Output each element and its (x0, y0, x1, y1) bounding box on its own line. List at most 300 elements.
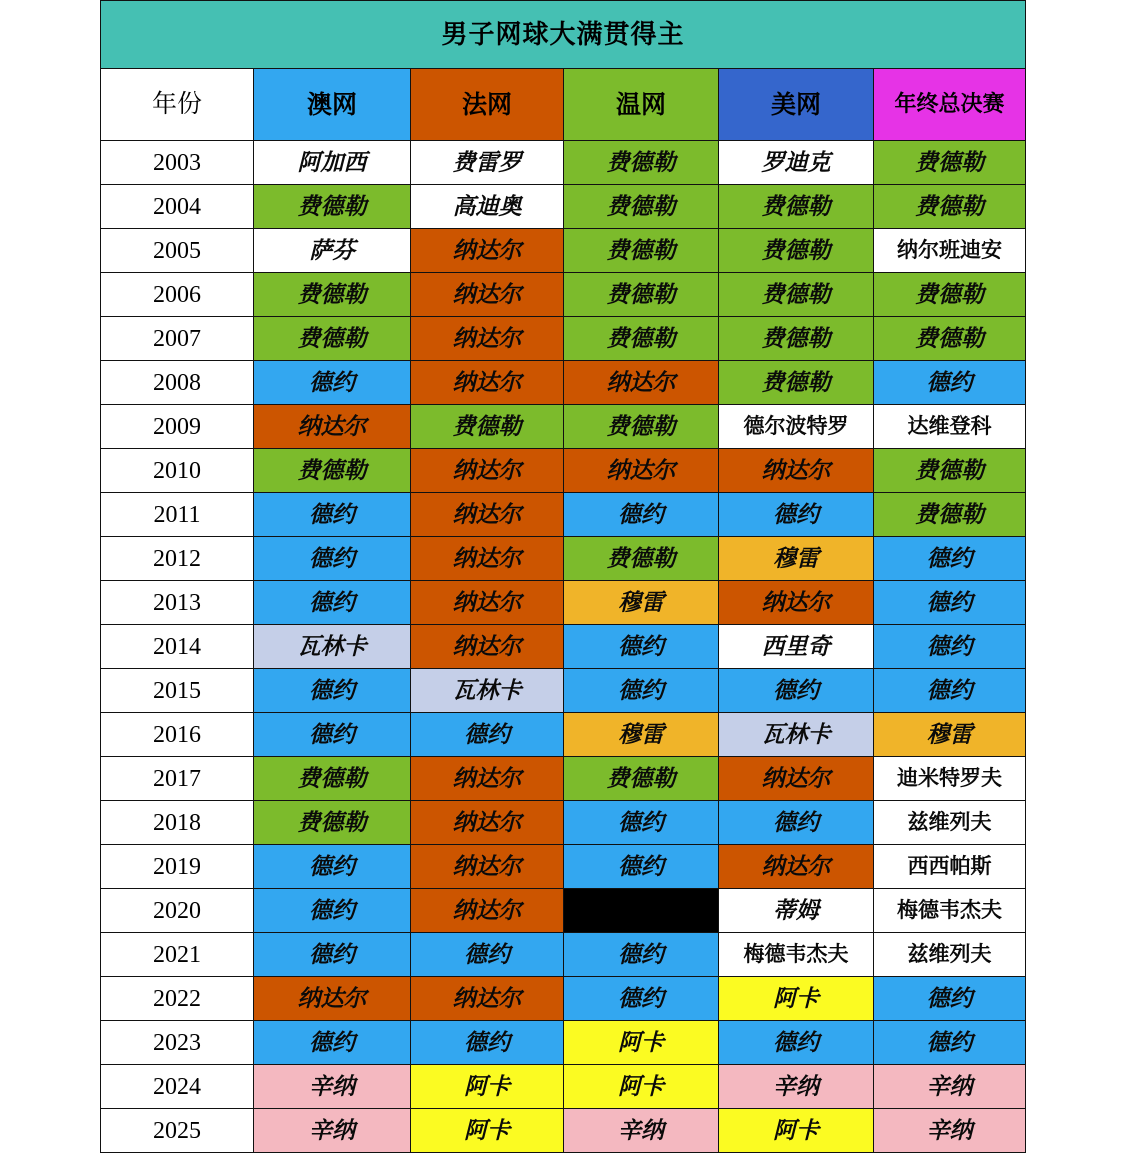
year-cell[interactable] (101, 317, 254, 361)
winner-label: 德约 (926, 588, 973, 616)
winner-label: 纳达尔 (452, 280, 522, 308)
year-label: 2019 (153, 853, 201, 880)
winner-label: 纳达尔 (452, 632, 522, 660)
winner-cell[interactable] (874, 625, 1026, 669)
winner-label: 纳达尔 (452, 852, 522, 880)
winner-label: 蒂姆 (773, 896, 819, 924)
year-label: 2025 (153, 1117, 201, 1144)
column-header-label: 法网 (461, 89, 512, 119)
winner-cell[interactable] (719, 801, 874, 845)
winner-label: 纳达尔 (452, 500, 522, 528)
winner-label: 梅德韦杰夫 (897, 897, 1003, 922)
winner-label: 费德勒 (606, 324, 676, 352)
winner-cell[interactable] (411, 1021, 564, 1065)
year-label: 2012 (153, 545, 201, 572)
winner-cell[interactable] (254, 845, 411, 889)
year-cell[interactable] (101, 581, 254, 625)
winner-cell[interactable] (254, 757, 411, 801)
year-label: 2021 (153, 941, 201, 968)
grand-slam-winners-table (100, 0, 1026, 1153)
year-cell[interactable] (101, 405, 254, 449)
winner-cell[interactable] (411, 933, 564, 977)
year-label: 2006 (153, 281, 201, 308)
winner-cell[interactable] (874, 537, 1026, 581)
winner-label: 达维登科 (907, 413, 992, 438)
winner-cell[interactable] (874, 713, 1026, 757)
winner-cell[interactable] (254, 625, 411, 669)
winner-label: 费德勒 (761, 280, 831, 308)
winner-label: 费德勒 (606, 544, 676, 572)
winner-cell[interactable] (719, 493, 874, 537)
winner-label: 费德勒 (761, 192, 831, 220)
year-cell[interactable] (101, 625, 254, 669)
winner-cell[interactable] (254, 889, 411, 933)
winner-cell-cancelled[interactable] (564, 889, 719, 933)
winner-cell[interactable] (254, 537, 411, 581)
year-label: 2022 (153, 985, 201, 1012)
winner-label: 德约 (464, 940, 510, 968)
winner-label: 德尔波特罗 (743, 413, 849, 438)
winner-label: 纳达尔 (761, 588, 831, 616)
winner-label: 费德勒 (606, 192, 676, 220)
winner-label: 德约 (309, 720, 355, 748)
winner-cell[interactable] (564, 317, 719, 361)
winner-cell[interactable] (411, 669, 564, 713)
winner-cell[interactable] (564, 1021, 719, 1065)
year-label: 2013 (153, 589, 201, 616)
table-row (101, 1065, 1026, 1109)
year-cell[interactable] (101, 185, 254, 229)
table-row (101, 1021, 1026, 1065)
winner-cell[interactable] (719, 1065, 874, 1109)
winner-cell[interactable] (564, 141, 719, 185)
winner-cell[interactable] (254, 405, 411, 449)
winner-label: 德约 (464, 720, 510, 748)
winner-cell[interactable] (254, 713, 411, 757)
winner-label: 阿卡 (773, 1116, 819, 1144)
year-label: 2005 (153, 237, 201, 264)
winner-label: 德约 (309, 940, 355, 968)
winner-label: 纳达尔 (452, 544, 522, 572)
winner-label: 德约 (926, 632, 973, 660)
winner-label: 德约 (926, 1028, 973, 1056)
column-header-label: 温网 (615, 89, 666, 119)
winner-cell[interactable] (411, 405, 564, 449)
winner-label: 费德勒 (915, 500, 985, 528)
winner-label: 德约 (618, 500, 664, 528)
year-cell[interactable] (101, 801, 254, 845)
winner-cell[interactable] (564, 273, 719, 317)
winner-cell[interactable] (874, 449, 1026, 493)
winner-cell[interactable] (719, 757, 874, 801)
year-label: 2008 (153, 369, 201, 396)
winner-cell[interactable] (719, 625, 874, 669)
winner-cell[interactable] (411, 537, 564, 581)
winner-cell[interactable] (874, 493, 1026, 537)
winner-cell[interactable] (874, 185, 1026, 229)
year-label: 2007 (153, 325, 201, 352)
winner-label: 西西帕斯 (907, 853, 992, 878)
winner-cell[interactable] (564, 361, 719, 405)
winner-label: 穆雷 (618, 720, 664, 748)
winner-cell[interactable] (564, 757, 719, 801)
winner-cell[interactable] (719, 1109, 874, 1153)
winner-label: 德约 (926, 368, 973, 396)
winner-cell[interactable] (254, 581, 411, 625)
winner-cell[interactable] (564, 581, 719, 625)
year-cell[interactable] (101, 1021, 254, 1065)
winner-cell[interactable] (411, 757, 564, 801)
year-label: 2016 (153, 721, 201, 748)
winner-cell[interactable] (564, 845, 719, 889)
winner-label: 德约 (309, 500, 355, 528)
winner-cell[interactable] (411, 625, 564, 669)
year-cell[interactable] (101, 669, 254, 713)
winner-label: 德约 (309, 852, 355, 880)
table-row (101, 141, 1026, 185)
winner-label: 德约 (926, 984, 973, 1012)
column-header-label: 年份 (151, 91, 202, 118)
column-header-label: 年终总决赛 (894, 91, 1005, 117)
winner-cell[interactable] (411, 493, 564, 537)
winner-cell[interactable] (564, 669, 719, 713)
winner-cell[interactable] (411, 1109, 564, 1153)
winner-label: 德约 (773, 500, 819, 528)
winner-cell[interactable] (254, 933, 411, 977)
winner-label: 辛纳 (309, 1116, 355, 1144)
winner-cell[interactable] (874, 933, 1026, 977)
winner-cell[interactable] (411, 845, 564, 889)
winner-label: 费德勒 (915, 456, 985, 484)
winner-label: 纳达尔 (452, 368, 522, 396)
winner-cell[interactable] (254, 801, 411, 845)
year-cell[interactable] (101, 977, 254, 1021)
header-row (101, 69, 1026, 141)
winner-cell[interactable] (719, 185, 874, 229)
year-label: 2014 (153, 633, 201, 660)
winner-cell[interactable] (874, 889, 1026, 933)
column-header-label: 澳网 (306, 89, 357, 119)
winner-label: 纳达尔 (452, 456, 522, 484)
title-row (101, 1, 1026, 69)
winner-cell[interactable] (564, 449, 719, 493)
winner-cell[interactable] (874, 977, 1026, 1021)
winner-cell[interactable] (719, 229, 874, 273)
winner-cell[interactable] (411, 713, 564, 757)
winner-cell[interactable] (719, 405, 874, 449)
winner-label: 纳达尔 (452, 984, 522, 1012)
column-header-rg[interactable] (411, 69, 564, 141)
winner-cell[interactable] (564, 933, 719, 977)
winner-label: 德约 (309, 544, 355, 572)
winner-label: 费德勒 (915, 280, 985, 308)
winner-label: 德约 (618, 852, 664, 880)
winner-cell[interactable] (254, 1065, 411, 1109)
year-cell[interactable] (101, 1109, 254, 1153)
winner-cell[interactable] (411, 1065, 564, 1109)
winner-cell[interactable] (564, 229, 719, 273)
page-title: 男子网球大满贯得主 (441, 19, 685, 50)
winner-cell[interactable] (254, 1021, 411, 1065)
winner-cell[interactable] (254, 977, 411, 1021)
column-header-us[interactable] (719, 69, 874, 141)
winner-cell[interactable] (564, 1065, 719, 1109)
column-header-wb[interactable] (564, 69, 719, 141)
winner-cell[interactable] (874, 757, 1026, 801)
winner-label: 兹维列夫 (907, 809, 992, 834)
winner-cell[interactable] (411, 581, 564, 625)
table-row (101, 493, 1026, 537)
winner-label: 费德勒 (761, 368, 831, 396)
winner-cell[interactable] (254, 449, 411, 493)
winner-cell[interactable] (254, 141, 411, 185)
year-cell[interactable] (101, 229, 254, 273)
winner-label: 费德勒 (606, 236, 676, 264)
winner-label: 纳尔班迪安 (897, 237, 1003, 262)
winner-label: 费德勒 (761, 324, 831, 352)
year-cell[interactable] (101, 889, 254, 933)
year-cell[interactable] (101, 537, 254, 581)
winner-label: 德约 (618, 940, 664, 968)
winner-label: 费德勒 (297, 192, 367, 220)
year-cell[interactable] (101, 713, 254, 757)
year-label: 2015 (153, 677, 201, 704)
winner-label: 纳达尔 (761, 764, 831, 792)
winner-label: 迪米特罗夫 (897, 765, 1003, 790)
table-row (101, 713, 1026, 757)
winner-label: 德约 (926, 544, 973, 572)
table-row (101, 845, 1026, 889)
winner-label: 费德勒 (606, 280, 676, 308)
winner-cell[interactable] (719, 317, 874, 361)
year-cell[interactable] (101, 141, 254, 185)
winner-label: 萨芬 (309, 236, 355, 264)
table-row (101, 1109, 1026, 1153)
year-label: 2018 (153, 809, 201, 836)
winner-label: 纳达尔 (606, 368, 676, 396)
winner-cell[interactable] (874, 317, 1026, 361)
winner-label: 纳达尔 (452, 324, 522, 352)
winner-label: 德约 (309, 896, 355, 924)
winner-label: 辛纳 (618, 1116, 664, 1144)
winner-cell[interactable] (719, 449, 874, 493)
year-cell[interactable] (101, 361, 254, 405)
winner-label: 纳达尔 (297, 412, 367, 440)
year-label: 2004 (153, 193, 201, 220)
winner-label: 瓦林卡 (297, 632, 367, 660)
winner-cell[interactable] (874, 581, 1026, 625)
winner-cell[interactable] (874, 801, 1026, 845)
winner-cell[interactable] (564, 537, 719, 581)
table-row (101, 625, 1026, 669)
winner-label: 纳达尔 (452, 236, 522, 264)
winner-cell[interactable] (411, 317, 564, 361)
winner-label: 阿卡 (618, 1072, 664, 1100)
winner-label: 纳达尔 (452, 808, 522, 836)
winner-cell[interactable] (411, 361, 564, 405)
winner-cell[interactable] (411, 141, 564, 185)
winner-cell[interactable] (254, 669, 411, 713)
winner-cell[interactable] (411, 185, 564, 229)
winner-label: 纳达尔 (452, 896, 522, 924)
winner-label: 兹维列夫 (907, 941, 992, 966)
winner-cell[interactable] (719, 889, 874, 933)
year-label: 2020 (153, 897, 201, 924)
winner-label: 纳达尔 (452, 588, 522, 616)
winner-label: 阿加西 (297, 148, 367, 176)
winner-cell[interactable] (411, 229, 564, 273)
year-cell[interactable] (101, 933, 254, 977)
winner-cell[interactable] (719, 713, 874, 757)
table-row (101, 933, 1026, 977)
table-body (101, 1, 1026, 1153)
winner-cell[interactable] (874, 273, 1026, 317)
winner-label: 德约 (464, 1028, 510, 1056)
winner-label: 费德勒 (606, 148, 676, 176)
winner-label: 费德勒 (606, 412, 676, 440)
table-row (101, 449, 1026, 493)
winner-cell[interactable] (564, 1109, 719, 1153)
winner-label: 瓦林卡 (452, 676, 522, 704)
winner-cell[interactable] (874, 229, 1026, 273)
winner-label: 费德勒 (297, 456, 367, 484)
winner-label: 费德勒 (297, 324, 367, 352)
winner-cell[interactable] (719, 361, 874, 405)
column-header-ao[interactable] (254, 69, 411, 141)
year-label: 2010 (153, 457, 201, 484)
winner-label: 费德勒 (297, 808, 367, 836)
winner-label: 德约 (618, 676, 664, 704)
winner-cell[interactable] (564, 493, 719, 537)
winner-cell[interactable] (254, 185, 411, 229)
winner-label: 纳达尔 (761, 456, 831, 484)
winner-label: 纳达尔 (606, 456, 676, 484)
winner-label: 纳达尔 (761, 852, 831, 880)
winner-label: 德约 (309, 588, 355, 616)
year-label: 2024 (153, 1073, 201, 1100)
winner-cell[interactable] (411, 977, 564, 1021)
winner-label: 费德勒 (297, 764, 367, 792)
winner-cell[interactable] (564, 185, 719, 229)
winner-cell[interactable] (254, 1109, 411, 1153)
winner-label: 费德勒 (915, 324, 985, 352)
winner-cell[interactable] (719, 581, 874, 625)
winner-cell[interactable] (411, 273, 564, 317)
winner-label: 阿卡 (773, 984, 819, 1012)
winner-cell[interactable] (411, 801, 564, 845)
winner-label: 辛纳 (309, 1072, 355, 1100)
winner-cell[interactable] (719, 537, 874, 581)
winner-cell[interactable] (564, 625, 719, 669)
winner-label: 罗迪克 (761, 148, 831, 176)
winner-label: 费德勒 (606, 764, 676, 792)
year-label: 2009 (153, 413, 201, 440)
winner-cell[interactable] (719, 141, 874, 185)
winner-label: 阿卡 (618, 1028, 664, 1056)
winner-cell[interactable] (874, 361, 1026, 405)
table-row (101, 537, 1026, 581)
winner-cell[interactable] (411, 889, 564, 933)
winner-label: 辛纳 (926, 1072, 973, 1100)
winner-label: 费德勒 (915, 192, 985, 220)
winner-label: 辛纳 (926, 1116, 973, 1144)
table-row (101, 889, 1026, 933)
winner-cell[interactable] (874, 141, 1026, 185)
winner-cell[interactable] (719, 273, 874, 317)
winner-cell[interactable] (874, 1109, 1026, 1153)
winner-cell[interactable] (254, 361, 411, 405)
winner-cell[interactable] (564, 977, 719, 1021)
winner-label: 辛纳 (773, 1072, 819, 1100)
winner-cell[interactable] (411, 449, 564, 493)
table-row (101, 273, 1026, 317)
winner-cell[interactable] (254, 273, 411, 317)
table-row (101, 581, 1026, 625)
winner-cell[interactable] (874, 845, 1026, 889)
year-label: 2023 (153, 1029, 201, 1056)
winner-label: 德约 (773, 676, 819, 704)
winner-label: 穆雷 (926, 720, 973, 748)
winner-cell[interactable] (874, 1065, 1026, 1109)
winner-label: 梅德韦杰夫 (743, 941, 849, 966)
year-cell[interactable] (101, 845, 254, 889)
table-row (101, 405, 1026, 449)
winner-cell[interactable] (564, 713, 719, 757)
winner-label: 纳达尔 (297, 984, 367, 1012)
winner-cell[interactable] (564, 801, 719, 845)
winner-cell[interactable] (564, 405, 719, 449)
winner-cell[interactable] (719, 977, 874, 1021)
year-cell[interactable] (101, 493, 254, 537)
winner-cell[interactable] (874, 405, 1026, 449)
table-row (101, 757, 1026, 801)
winner-cell[interactable] (254, 317, 411, 361)
winner-cell[interactable] (719, 669, 874, 713)
year-label: 2011 (153, 501, 201, 528)
column-header-tf[interactable] (874, 69, 1026, 141)
year-cell[interactable] (101, 449, 254, 493)
winner-label: 德约 (773, 808, 819, 836)
winner-label: 穆雷 (618, 588, 664, 616)
year-cell[interactable] (101, 273, 254, 317)
winner-label: 德约 (926, 676, 973, 704)
winner-label: 德约 (773, 1028, 819, 1056)
column-header-year[interactable] (101, 69, 254, 141)
winner-label: 穆雷 (773, 544, 819, 572)
year-label: 2003 (153, 149, 201, 176)
winner-cell[interactable] (719, 933, 874, 977)
winner-label: 纳达尔 (452, 764, 522, 792)
table-row (101, 669, 1026, 713)
winner-label: 德约 (618, 808, 664, 836)
winner-label: 费德勒 (452, 412, 522, 440)
year-cell[interactable] (101, 757, 254, 801)
winner-label: 费德勒 (915, 148, 985, 176)
winner-cell[interactable] (254, 493, 411, 537)
winner-cell[interactable] (719, 845, 874, 889)
table-title-cell (101, 1, 1026, 69)
winner-cell[interactable] (874, 669, 1026, 713)
winner-label: 德约 (618, 632, 664, 660)
table-row (101, 317, 1026, 361)
year-cell[interactable] (101, 1065, 254, 1109)
winner-cell[interactable] (719, 1021, 874, 1065)
winner-cell[interactable] (254, 229, 411, 273)
table-row (101, 977, 1026, 1021)
winner-label: 德约 (309, 1028, 355, 1056)
winner-cell[interactable] (874, 1021, 1026, 1065)
winner-label: 瓦林卡 (761, 720, 831, 748)
